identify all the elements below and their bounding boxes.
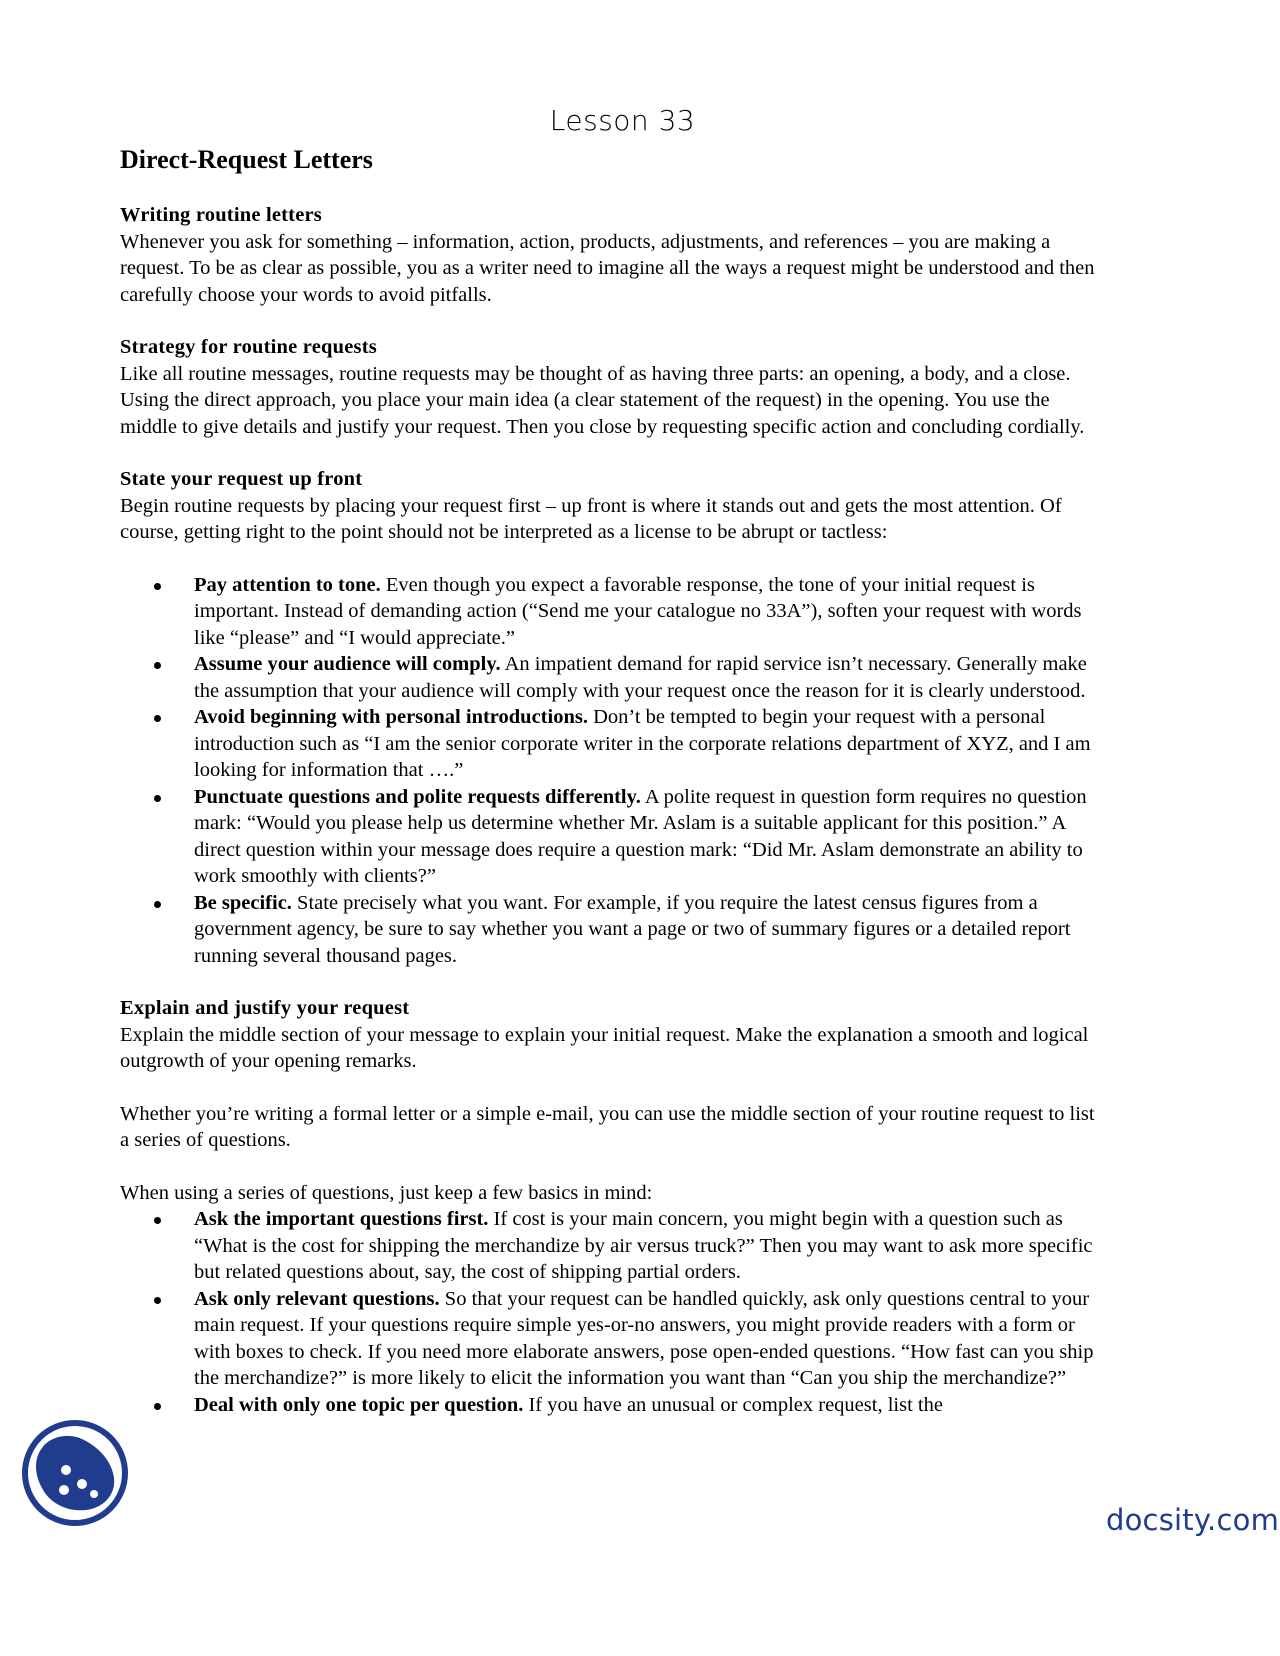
section-state-request-up-front — [120, 466, 1105, 969]
bullet-icon — [154, 1217, 161, 1224]
list-item — [194, 651, 1105, 704]
bullet-lead: Assume your audience will comply. — [194, 653, 501, 675]
section-writing-routine-letters — [120, 202, 1105, 308]
docsity-logo-icon — [20, 1418, 130, 1528]
list-item — [194, 572, 1105, 652]
bullet-list — [120, 572, 1105, 970]
paragraph: Whether you’re writing a formal letter or a simple e-mail, you can use the middle section of your routine request to list a series of questions. — [120, 1102, 1095, 1151]
page-title: Direct-Request Letters — [120, 145, 373, 174]
paragraph: Begin routine requests by placing your request first – up front is where it stands out and gets the most attention. Of course, getting right to the point should not be interpreted as a license to be abrupt or tactless: — [120, 494, 1062, 543]
bullet-lead: Deal with only one topic per question. — [194, 1393, 524, 1416]
lesson-label: Lesson 33 — [549, 104, 696, 137]
bullet-icon — [154, 1403, 161, 1410]
bullet-text: State precisely what you want. For example, if you require the latest census figures from a government agency, be sure to say whether you want a page or two of summary figures or a detailed report running several thousand pages. — [194, 891, 1071, 967]
paragraph: Explain the middle section of your message to explain your initial request. Make the explanation a smooth and logical outgrowth of your opening remarks. — [120, 1023, 1089, 1072]
bullet-lead: Ask the important questions first. — [194, 1208, 489, 1230]
bullet-icon — [154, 583, 161, 590]
bullet-text: A polite request in question form requires no question mark: “Would you please help us determine whether Mr. Aslam is a suitable applicant for this position.” A direct question within your message does require a question mark: “Did Mr. Aslam demonstrate an ability to work smoothly with clients?” — [194, 785, 1087, 887]
bullet-text: Even though you expect a favorable response, the tone of your initial request is important. Instead of demanding action (“Send me your catalogue no 33A”), soften your request with words like “please” and “I would appreciate.” — [194, 573, 1082, 649]
list-item — [194, 784, 1105, 890]
bullet-text: Don’t be tempted to begin your request with a personal introduction such as “I am the senior corporate writer in the corporate relations department of XYZ, and I am looking for information that ….” — [194, 706, 1091, 781]
bullet-lead: Pay attention to tone. — [194, 573, 381, 596]
docsity-wordmark[interactable]: docsity.com — [1106, 1503, 1280, 1537]
section-heading: Explain and justify your request — [120, 997, 410, 1019]
list-item — [194, 704, 1105, 784]
bullet-text: If cost is your main concern, you might begin with a question such as “What is the cost for shipping the merchandize by air versus truck?” Then you may want to ask more specific but related questions about, say, the cost of shipping partial orders. — [194, 1208, 1093, 1283]
section-explain-justify-request — [120, 995, 1105, 1418]
section-strategy-routine-requests — [120, 334, 1105, 440]
bullet-list — [120, 1206, 1105, 1418]
section-heading: State your request up front — [120, 468, 363, 490]
bullet-lead: Avoid beginning with personal introductions. — [194, 706, 588, 728]
paragraph: Whenever you ask for something – information, action, products, adjustments, and references – you are making a request. To be as clear as possible, you as a writer need to imagine all the ways a request might be understood and then carefully choose your words to avoid pitfalls. — [120, 230, 1095, 306]
list-item — [194, 890, 1105, 970]
section-heading: Strategy for routine requests — [120, 336, 377, 358]
bullet-lead: Be specific. — [194, 891, 292, 914]
section-heading: Writing routine letters — [120, 204, 322, 226]
paragraph: Like all routine messages, routine requests may be thought of as having three parts: an opening, a body, and a close. Using the direct approach, you place your main idea (a clear statement of the request) in the opening. You use the middle to give details and justify your request. Then you close by requesting specific action and concluding cordially. — [120, 362, 1085, 438]
paragraph: When using a series of questions, just keep a few basics in mind: — [120, 1181, 653, 1204]
bullet-icon — [154, 662, 161, 669]
list-item — [194, 1286, 1105, 1392]
bullet-text: So that your request can be handled quickly, ask only questions central to your main request. If your questions require simple yes-or-no answers, you might provide readers with a form or with boxes to check. If you need more elaborate answers, pose open-ended questions. “How fast can you ship the merchandize?” is more likely to elicit the information you want than “Can you ship the merchandize?” — [194, 1287, 1094, 1389]
bullet-lead: Ask only relevant questions. — [194, 1287, 440, 1310]
document-page — [120, 104, 1105, 1444]
list-item — [194, 1206, 1105, 1286]
bullet-icon — [154, 715, 161, 722]
bullet-lead: Punctuate questions and polite requests differently. — [194, 785, 641, 808]
bullet-icon — [154, 901, 161, 908]
list-item — [194, 1392, 1105, 1419]
bullet-text: If you have an unusual or complex request, list the — [523, 1393, 943, 1416]
bullet-icon — [154, 795, 161, 802]
bullet-text: An impatient demand for rapid service isn’t necessary. Generally make the assumption that your audience will comply with your request once the reason for it is clearly understood. — [194, 653, 1087, 702]
bullet-icon — [154, 1297, 161, 1304]
